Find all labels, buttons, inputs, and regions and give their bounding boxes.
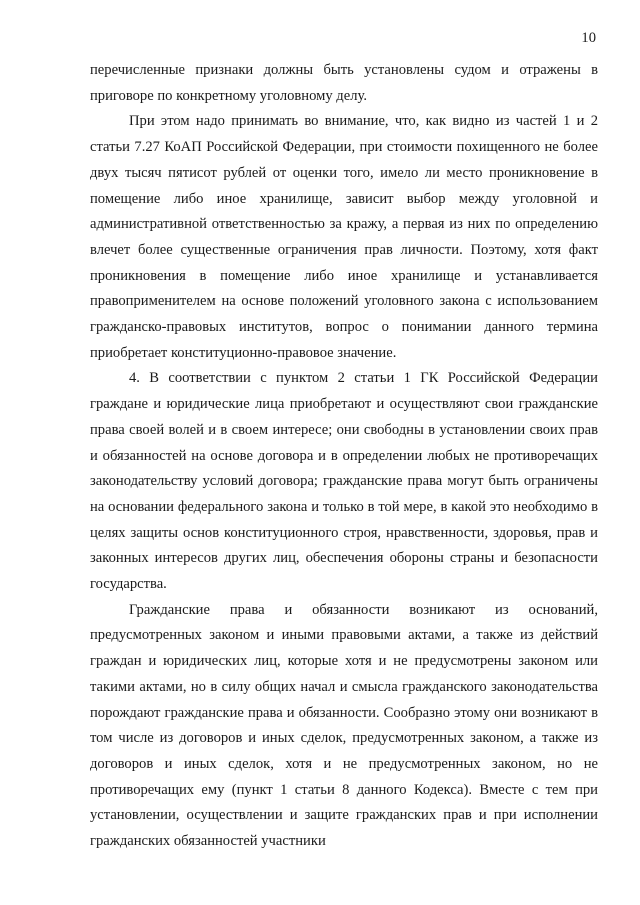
paragraph-2: При этом надо принимать во внимание, что, как видно из частей 1 и 2 статьи 7.27 КоАП Российской Федерации, при стоимости похищенного не более двух тысяч пятисот рублей от оценки того, имело ли место проникновение в помещение либо иное хранилище, зависит выбор между уголовной и административной ответственностью за кражу, а первая из них по определению влечет более существенные ограничения прав личности. Поэтому, хотя факт проникновения в помещение либо иное хранилище и устанавливается правоприменителем на основе положений уголовного закона с использованием гражданско-правовых институтов, вопрос о понимании данного термина приобретает конституционно-правовое значение. [90,113,598,361]
body-text [90,58,598,855]
page-number: 10 [581,30,596,46]
paragraph-1: перечисленные признаки должны быть установлены судом и отражены в приговоре по конкретному уголовному делу. [90,62,598,104]
paragraph-3: 4. В соответствии с пунктом 2 статьи 1 ГК Российской Федерации граждане и юридические лица приобретают и осуществляют свои гражданские права своей волей и в своем интересе; они свободны в установлении своих прав и обязанностей на основе договора и в определении любых не противоречащих законодательству условий договора; гражданские права могут быть ограничены на основании федерального закона и только в той мере, в какой это необходимо в целях защиты основ конституционного строя, нравственности, здоровья, прав и законных интересов других лиц, обеспечения обороны страны и безопасности государства. [90,370,598,593]
paragraph-4: Гражданские права и обязанности возникают из оснований, предусмотренных законом и иными правовыми актами, а также из действий граждан и юридических лиц, которые хотя и не предусмотрены законом или такими актами, но в силу общих начал и смысла гражданского законодательства порождают гражданские права и обязанности. Сообразно этому они возникают в том числе из договоров и иных сделок, предусмотренных законом, а также из договоров и иных сделок, хотя и не предусмотренных законом, но не противоречащих ему (пункт 1 статьи 8 данного Кодекса). Вместе с тем при установлении, осуществлении и защите гражданских прав и при исполнении гражданских обязанностей участники [90,601,598,850]
